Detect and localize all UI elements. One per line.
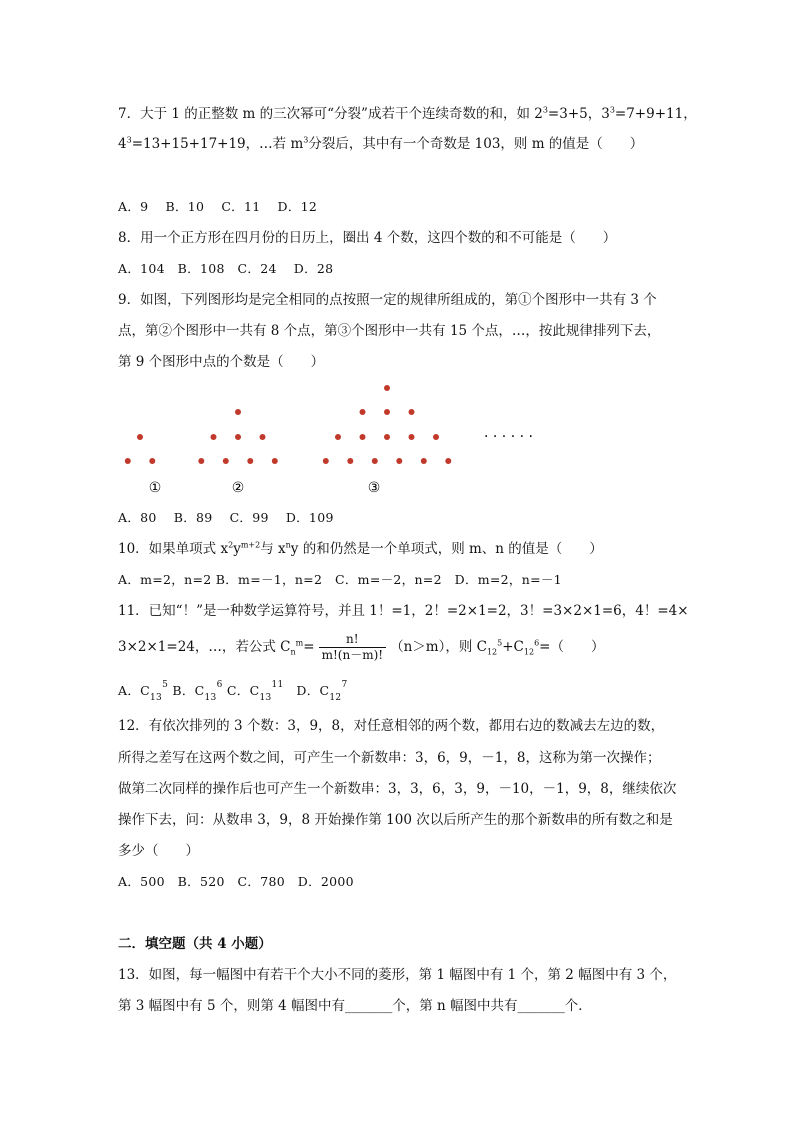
section-heading: 二．填空题（共 4 小题）: [118, 936, 272, 952]
fig3-dot: [384, 385, 390, 391]
fig2-dot: [247, 458, 253, 464]
fig3-dot: [360, 409, 366, 415]
q8-options: A．104 B．108 C．24 D．28: [118, 261, 334, 276]
q7-options: A．9 B．10 C．11 D．12: [118, 199, 318, 214]
fig-ellipsis: · · · · · ·: [484, 429, 533, 445]
q9-options: A．80 B．89 C．99 D．109: [118, 510, 334, 525]
fig3-dot: [347, 458, 353, 464]
factorial-fraction: $\frac{n!}{m!(n-m)!}$: [319, 632, 387, 663]
q13-line2: 第 3 幅图中有 5 个，则第 4 幅图中有_______个，第 n 幅图中共有_______个．: [118, 998, 592, 1014]
q13-line1: 13．如图，每一幅图中有若干个大小不同的菱形，第 1 幅图中有 1 个，第 2 幅图中有 3 个，: [118, 967, 677, 983]
fig3-dot: [372, 458, 378, 464]
fig-label-2: ②: [231, 480, 245, 496]
q10-text: 10．如果单项式 $x^2y^{m+2}$与 $x^ny$ 的和仍然是一个单项式，则 m、n 的值是（ ）: [118, 540, 603, 557]
fig2-dot: [211, 434, 217, 440]
q11-options: A．$C_{13}^5$ B．$C_{13}^6$ C．$C_{13}^{11}$ D．$C_{12}^7$: [118, 680, 348, 703]
fig2-dot: [272, 458, 278, 464]
fig3-dot: [335, 434, 341, 440]
fig1-dot: [149, 458, 155, 464]
fig3-dot: [384, 434, 390, 440]
q8-text: 8．用一个正方形在四月份的日历上，圈出 4 个数，这四个数的和不可能是（ ）: [118, 230, 617, 246]
q10-options: A．m=2，n=2 B．m=－1，n=2 C．m=－2，n=2 D．m=2，n=－1: [118, 572, 562, 587]
fig3-dot: [409, 409, 415, 415]
fig2-dot: [235, 409, 241, 415]
q12-line5: 多少（ ）: [118, 843, 199, 859]
fig2-dot: [198, 458, 204, 464]
q12-options: A．500 B．520 C．780 D．2000: [118, 874, 354, 889]
q12-line4: 操作下去，问：从数串 3，9，8 开始操作第 100 次以后所产生的那个新数串的所有数之和是: [118, 812, 673, 828]
q9-line1: 9．如图，下列图形均是完全相同的点按照一定的规律所组成的，第①个图形中一共有 3 个: [118, 292, 657, 308]
fig-label-1: ①: [148, 480, 162, 496]
fig2-dot: [235, 434, 241, 440]
q11-line2: 3×2×1=24，…，若公式 $C_n^m=$ $\frac{n!}{m!(n-m)!}$ （n＞m），则 $C_{12}^5+C_{12}^6=$（ ）: [118, 632, 605, 662]
fig2-dot: [260, 434, 266, 440]
fig-label-3: ③: [367, 480, 381, 496]
q7-line1: 7．大于 1 的正整数 m 的三次幂可“分裂”成若干个连续奇数的和，如 $2^3=3+5$，$3^3=7+9+11$，: [118, 105, 697, 122]
q9-dots: [125, 385, 452, 464]
q9-line2: 点，第②个图形中一共有 8 个点，第③个图形中一共有 15 个点，…，按此规律排列下去，: [118, 323, 661, 339]
fig2-dot: [223, 458, 229, 464]
q12-line3: 做第二次同样的操作后也可产生一个新数串：3，3，6，3，9，－10，－1，9，8，继续依次: [118, 781, 677, 797]
fig1-dot: [125, 458, 131, 464]
fig3-dot: [445, 458, 451, 464]
fig3-dot: [360, 434, 366, 440]
q12-line2: 所得之差写在这两个数之间，可产生一个新数串：3，6，9，－1，8，这称为第一次操作；: [118, 750, 661, 766]
fig3-dot: [433, 434, 439, 440]
q12-line1: 12．有依次排列的 3 个数：3，9，8，对任意相邻的两个数，都用右边的数减去左边的数，: [118, 718, 665, 734]
fig3-dot: [384, 409, 390, 415]
q11-line1: 11．已知“！”是一种数学运算符号，并且 1！=1，2！=2×1=2，3！=3×2×1=6，4！=4×: [118, 603, 689, 619]
fig3-dot: [409, 434, 415, 440]
q7-line2: $4^3=13+15+17+19$，…若 $m^3$分裂后，其中有一个奇数是 103，则 m 的值是（ ）: [118, 135, 644, 152]
fig3-dot: [323, 458, 329, 464]
fig3-dot: [396, 458, 402, 464]
fig3-dot: [421, 458, 427, 464]
fig1-dot: [137, 434, 143, 440]
q9-line3: 第 9 个图形中点的个数是（ ）: [118, 354, 325, 370]
